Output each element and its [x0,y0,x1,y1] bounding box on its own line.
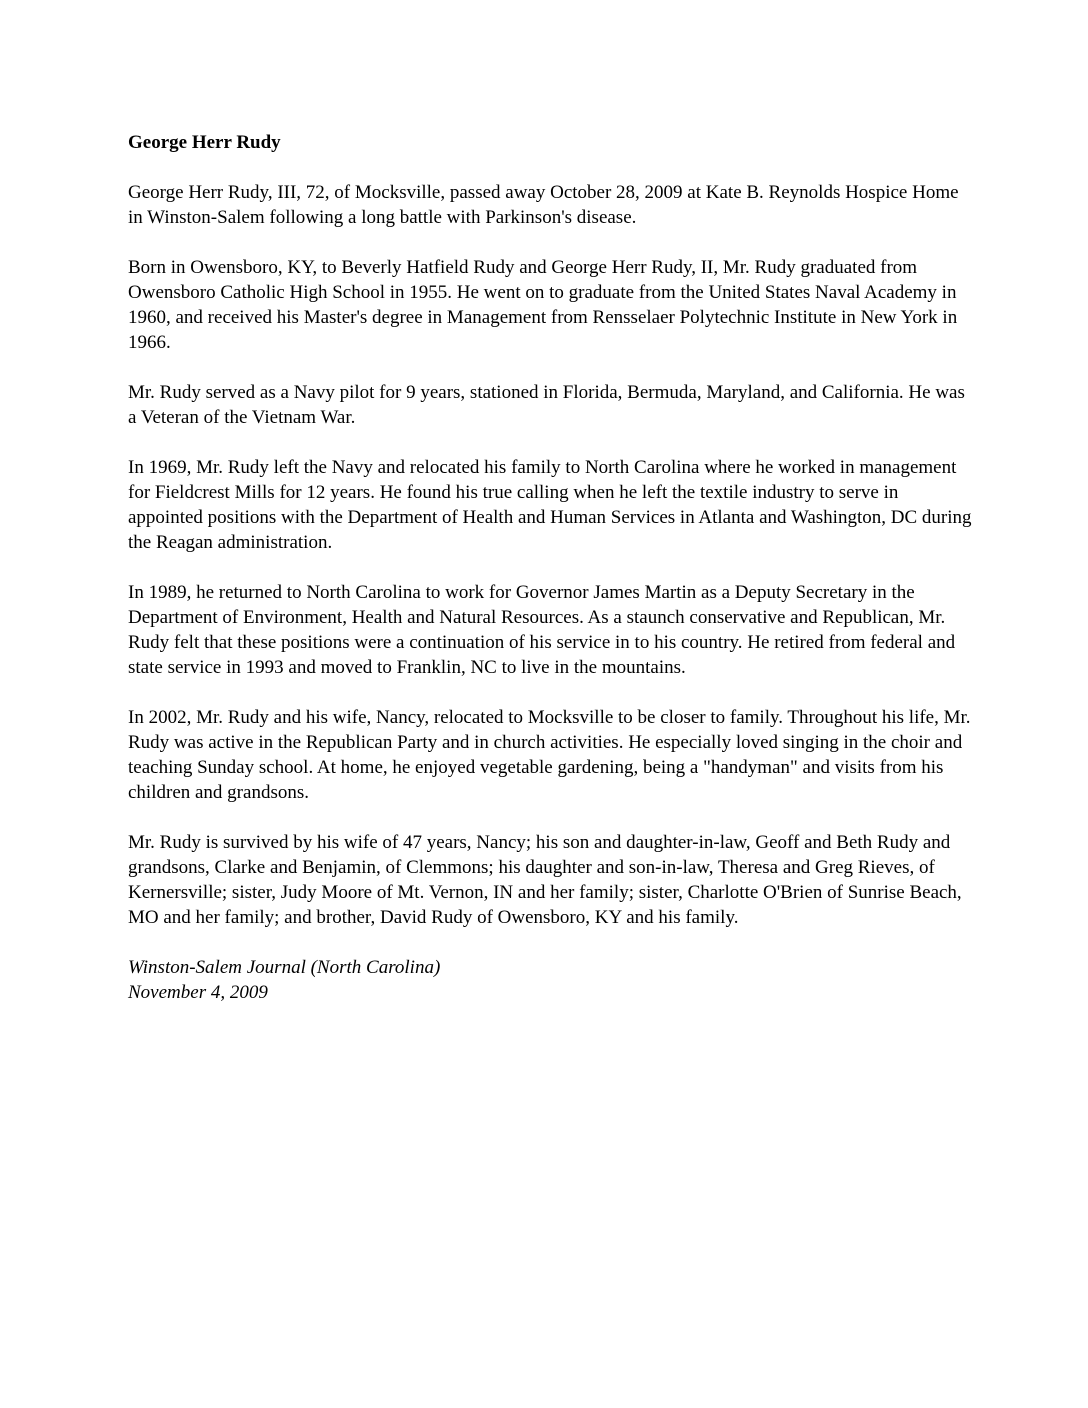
source-date: November 4, 2009 [128,982,268,1003]
paragraph-survivors: Mr. Rudy is survived by his wife of 47 years, Nancy; his son and daughter-in-law, Geoff and Beth Rudy and grandsons, Clarke and Benjamin, of Clemmons; his daughter and son-in-law, Theresa and Greg Rieves, of Kernersville; sister, Judy Moore of Mt. Vernon, IN and her family; sister, Charlotte O'Brien of Sunrise Beach, MO and her family; and brother, David Rudy of Owensboro, KY and his family. [128,832,962,928]
paragraph-early-life: Born in Owensboro, KY, to Beverly Hatfield Rudy and George Herr Rudy, II, Mr. Rudy graduated from Owensboro Catholic High School in 1955. He went on to graduate from the United States Naval Academy in 1960, and received his Master's degree in Management from Rensselaer Polytechnic Institute in New York in 1966. [128,257,958,353]
paragraph-navy-service: Mr. Rudy served as a Navy pilot for 9 years, stationed in Florida, Bermuda, Maryland, and California. He was a Veteran of the Vietnam War. [128,382,965,428]
obituary-body [128,130,978,1005]
paragraph-later-life: In 2002, Mr. Rudy and his wife, Nancy, relocated to Mocksville to be closer to family. Throughout his life, Mr. Rudy was active in the Republican Party and in church activities. He especially loved singing in the choir and teaching Sunday school. At home, he enjoyed vegetable gardening, being a "handyman" and visits from his children and grandsons. [128,707,971,803]
paragraph-public-service: In 1989, he returned to North Carolina to work for Governor James Martin as a Deputy Secretary in the Department of Environment, Health and Natural Resources. As a staunch conservative and Republican, Mr. Rudy felt that these positions were a continuation of his service in to his country. He retired from federal and state service in 1993 and moved to Franklin, NC to live in the mountains. [128,582,956,678]
paragraph-intro: George Herr Rudy, III, 72, of Mocksville, passed away October 28, 2009 at Kate B. Reynolds Hospice Home in Winston-Salem following a long battle with Parkinson's disease. [128,182,959,228]
document-title: George Herr Rudy [128,132,281,153]
paragraph-career: In 1969, Mr. Rudy left the Navy and relocated his family to North Carolina where he worked in management for Fieldcrest Mills for 12 years. He found his true calling when he left the textile industry to serve in appointed positions with the Department of Health and Human Services in Atlanta and Washington, DC during the Reagan administration. [128,457,972,553]
source-publication: Winston-Salem Journal (North Carolina) [128,957,441,978]
